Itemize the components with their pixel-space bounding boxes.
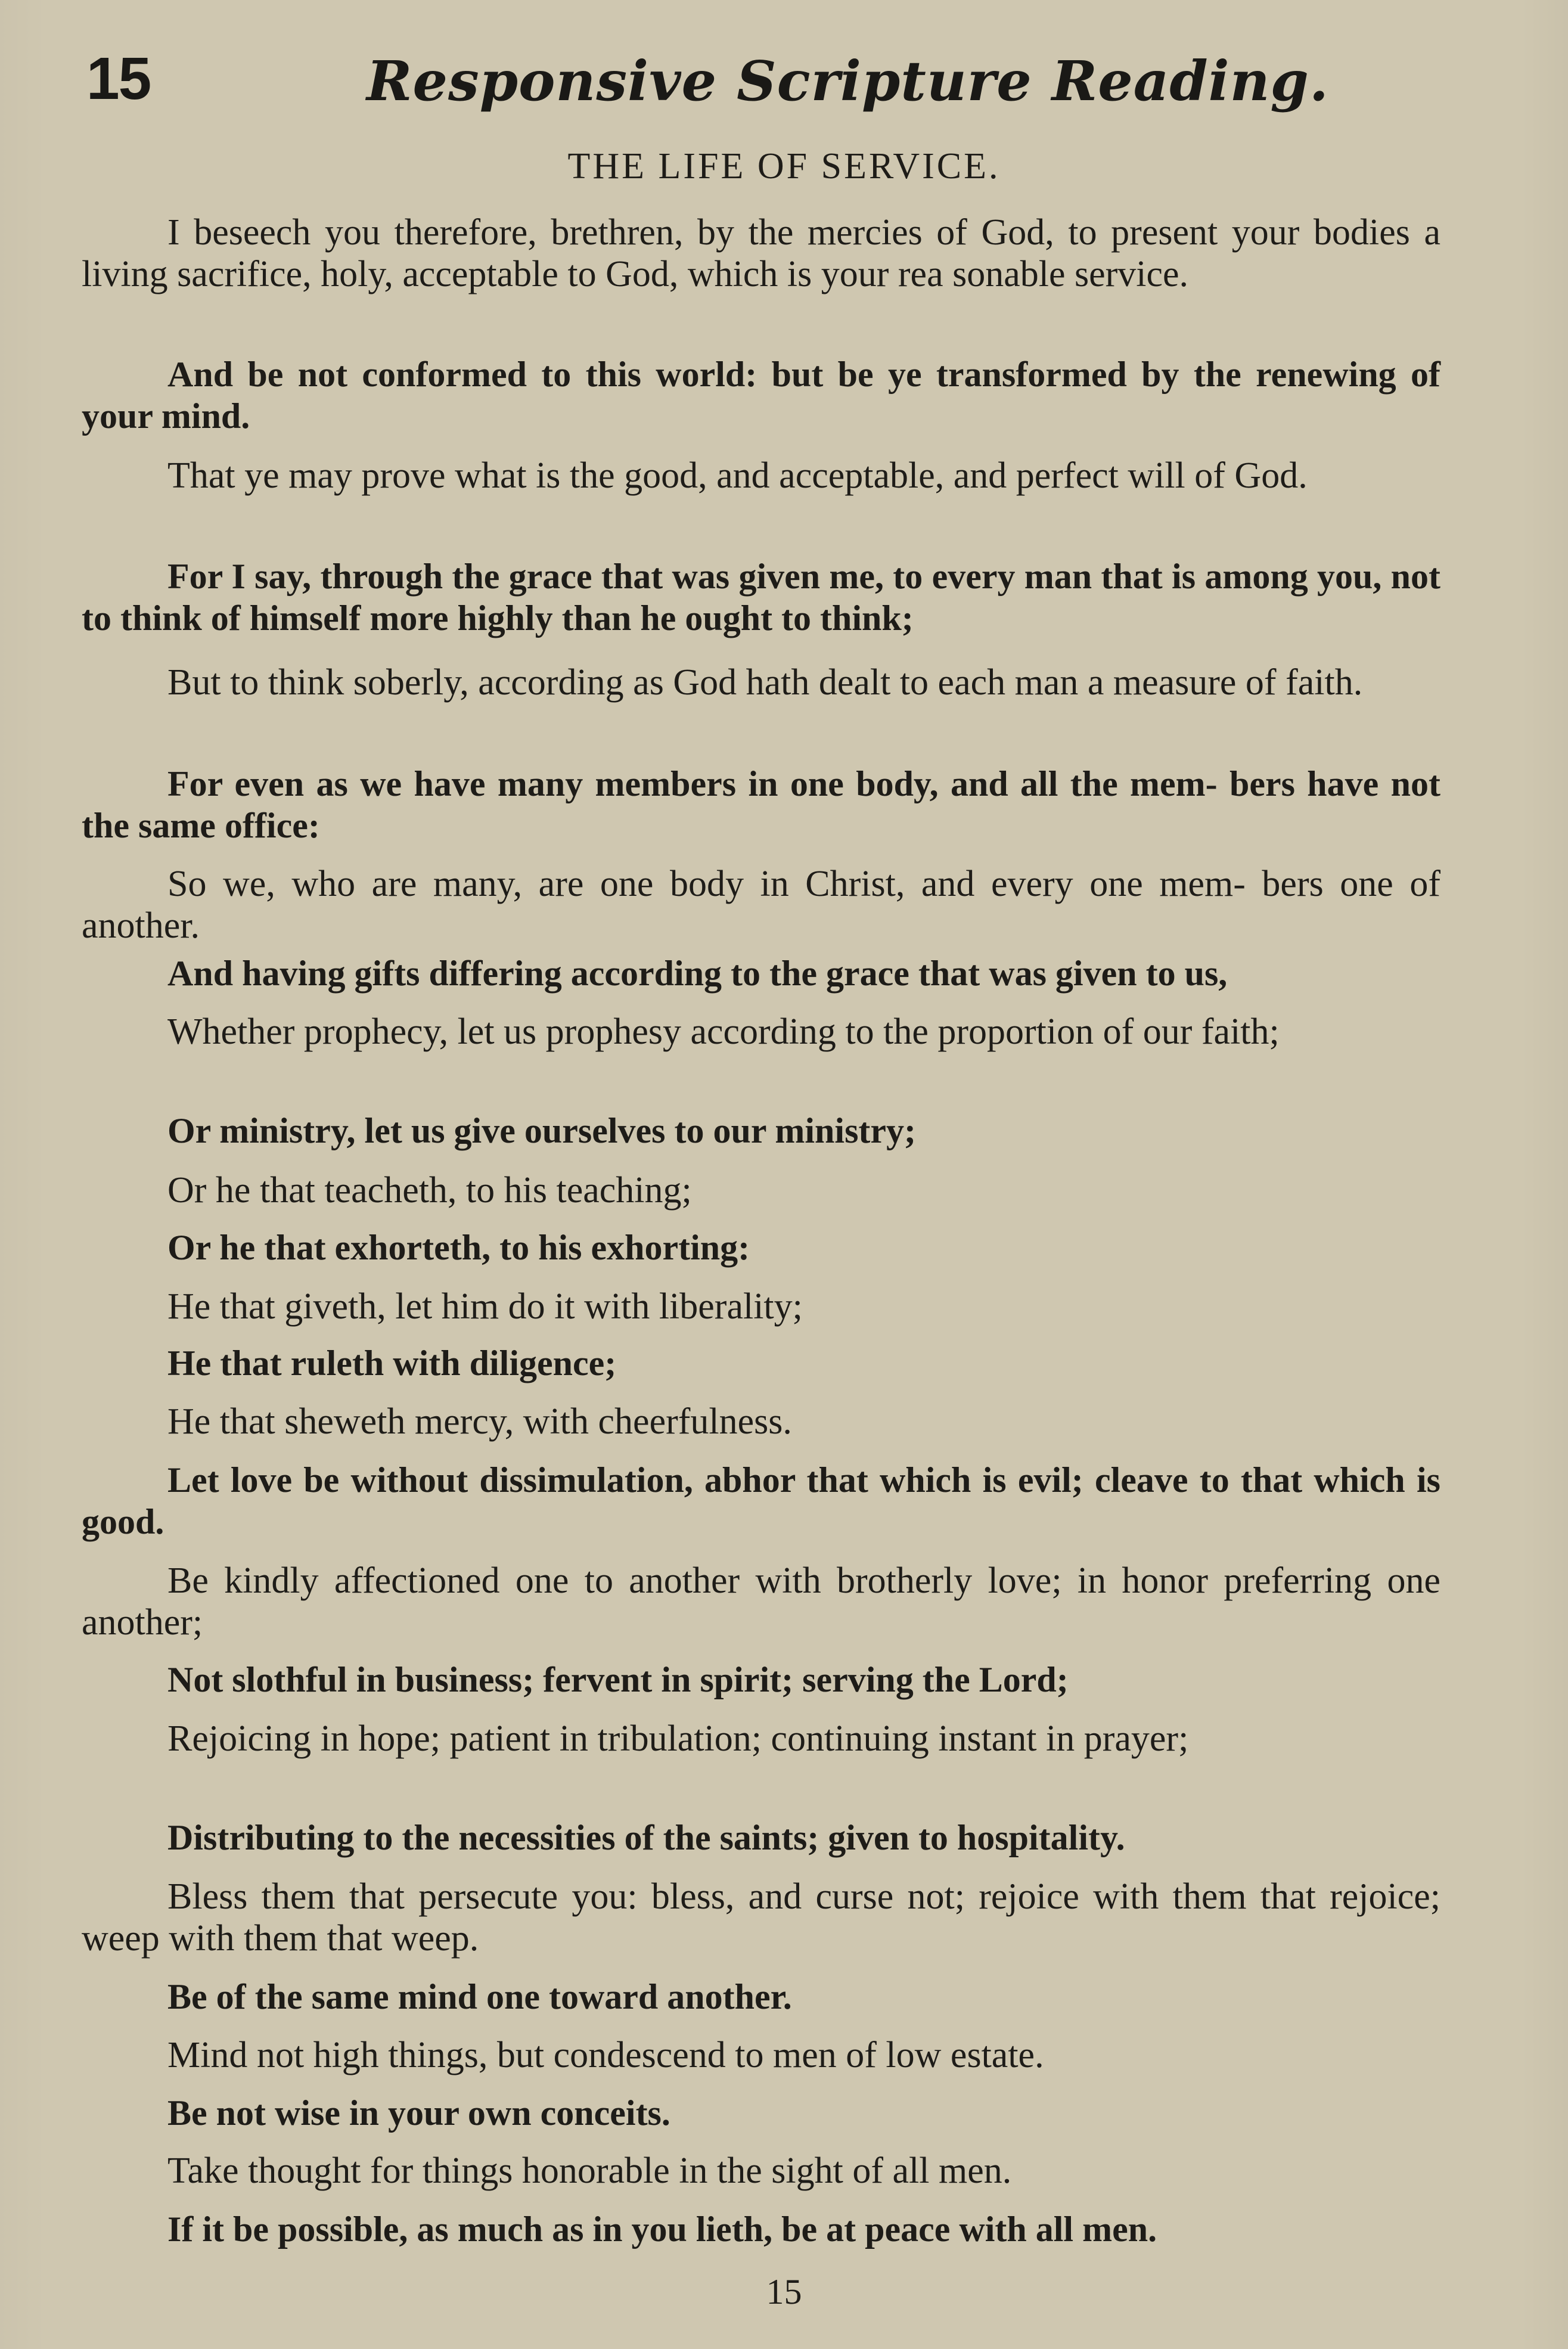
verse-reader: Bless them that persecute you: bless, and curse not; rejoice with them that rejoice; weep with them that weep.	[82, 1876, 1440, 1959]
verse-response: For I say, through the grace that was given me, to every man that is among you, not to think of himself more highly than he ought to think;	[82, 557, 1440, 638]
reading-subtitle: THE LIFE OF SERVICE.	[567, 146, 1001, 187]
verse-reader: But to think soberly, according as God hath dealt to each man a measure of faith.	[167, 662, 1363, 703]
verse-reader: Take thought for things honorable in the sight of all men.	[167, 2151, 1012, 2191]
page-title: Responsive Scripture Reading.	[367, 49, 1329, 113]
verse-response: Be not wise in your own conceits.	[167, 2093, 670, 2133]
verse-response: Let love be without dissimulation, abhor that which is evil; cleave to that which is good.	[82, 1460, 1440, 1541]
verse-reader: Mind not high things, but condescend to men of low estate.	[167, 2035, 1044, 2075]
verse-reader: He that giveth, let him do it with liberality;	[167, 1286, 803, 1327]
verse-reader: Whether prophecy, let us prophesy according to the proportion of our faith;	[167, 1011, 1280, 1052]
verse-reader: I beseech you therefore, brethren, by the mercies of God, to present your bodies a living sacrifice, holy, acceptable to God, which is your rea sonable service.	[82, 212, 1440, 294]
verse-reader: Rejoicing in hope; patient in tribulation; continuing instant in prayer;	[167, 1718, 1189, 1759]
verse-reader: Be kindly affectioned one to another with brotherly love; in honor preferring one another;	[82, 1560, 1440, 1643]
verse-response: Not slothful in business; fervent in spirit; serving the Lord;	[167, 1660, 1069, 1699]
verse-response: Or he that exhorteth, to his exhorting:	[167, 1228, 750, 1267]
verse-response: Be of the same mind one toward another.	[167, 1977, 792, 2016]
verse-reader: He that sheweth mercy, with cheerfulness.	[167, 1401, 792, 1442]
verse-response: And be not conformed to this world: but be ye transformed by the renewing of your mind.	[82, 355, 1440, 436]
reading-number: 15	[86, 45, 151, 112]
page-number: 15	[766, 2272, 802, 2311]
verse-response: He that ruleth with diligence;	[167, 1343, 617, 1383]
verse-response: Distributing to the necessities of the saints; given to hospitality.	[167, 1818, 1125, 1857]
verse-response: Or ministry, let us give ourselves to our ministry;	[167, 1111, 917, 1150]
verse-reader: That ye may prove what is the good, and acceptable, and perfect will of God.	[167, 455, 1308, 496]
verse-response: For even as we have many members in one body, and all the mem- bers have not the same office:	[82, 764, 1440, 845]
verse-response: If it be possible, as much as in you lieth, be at peace with all men.	[167, 2210, 1157, 2249]
verse-reader: Or he that teacheth, to his teaching;	[167, 1170, 692, 1211]
verse-response: And having gifts differing according to the grace that was given to us,	[167, 954, 1228, 993]
verse-reader: So we, who are many, are one body in Christ, and every one mem- bers one of another.	[82, 864, 1440, 946]
